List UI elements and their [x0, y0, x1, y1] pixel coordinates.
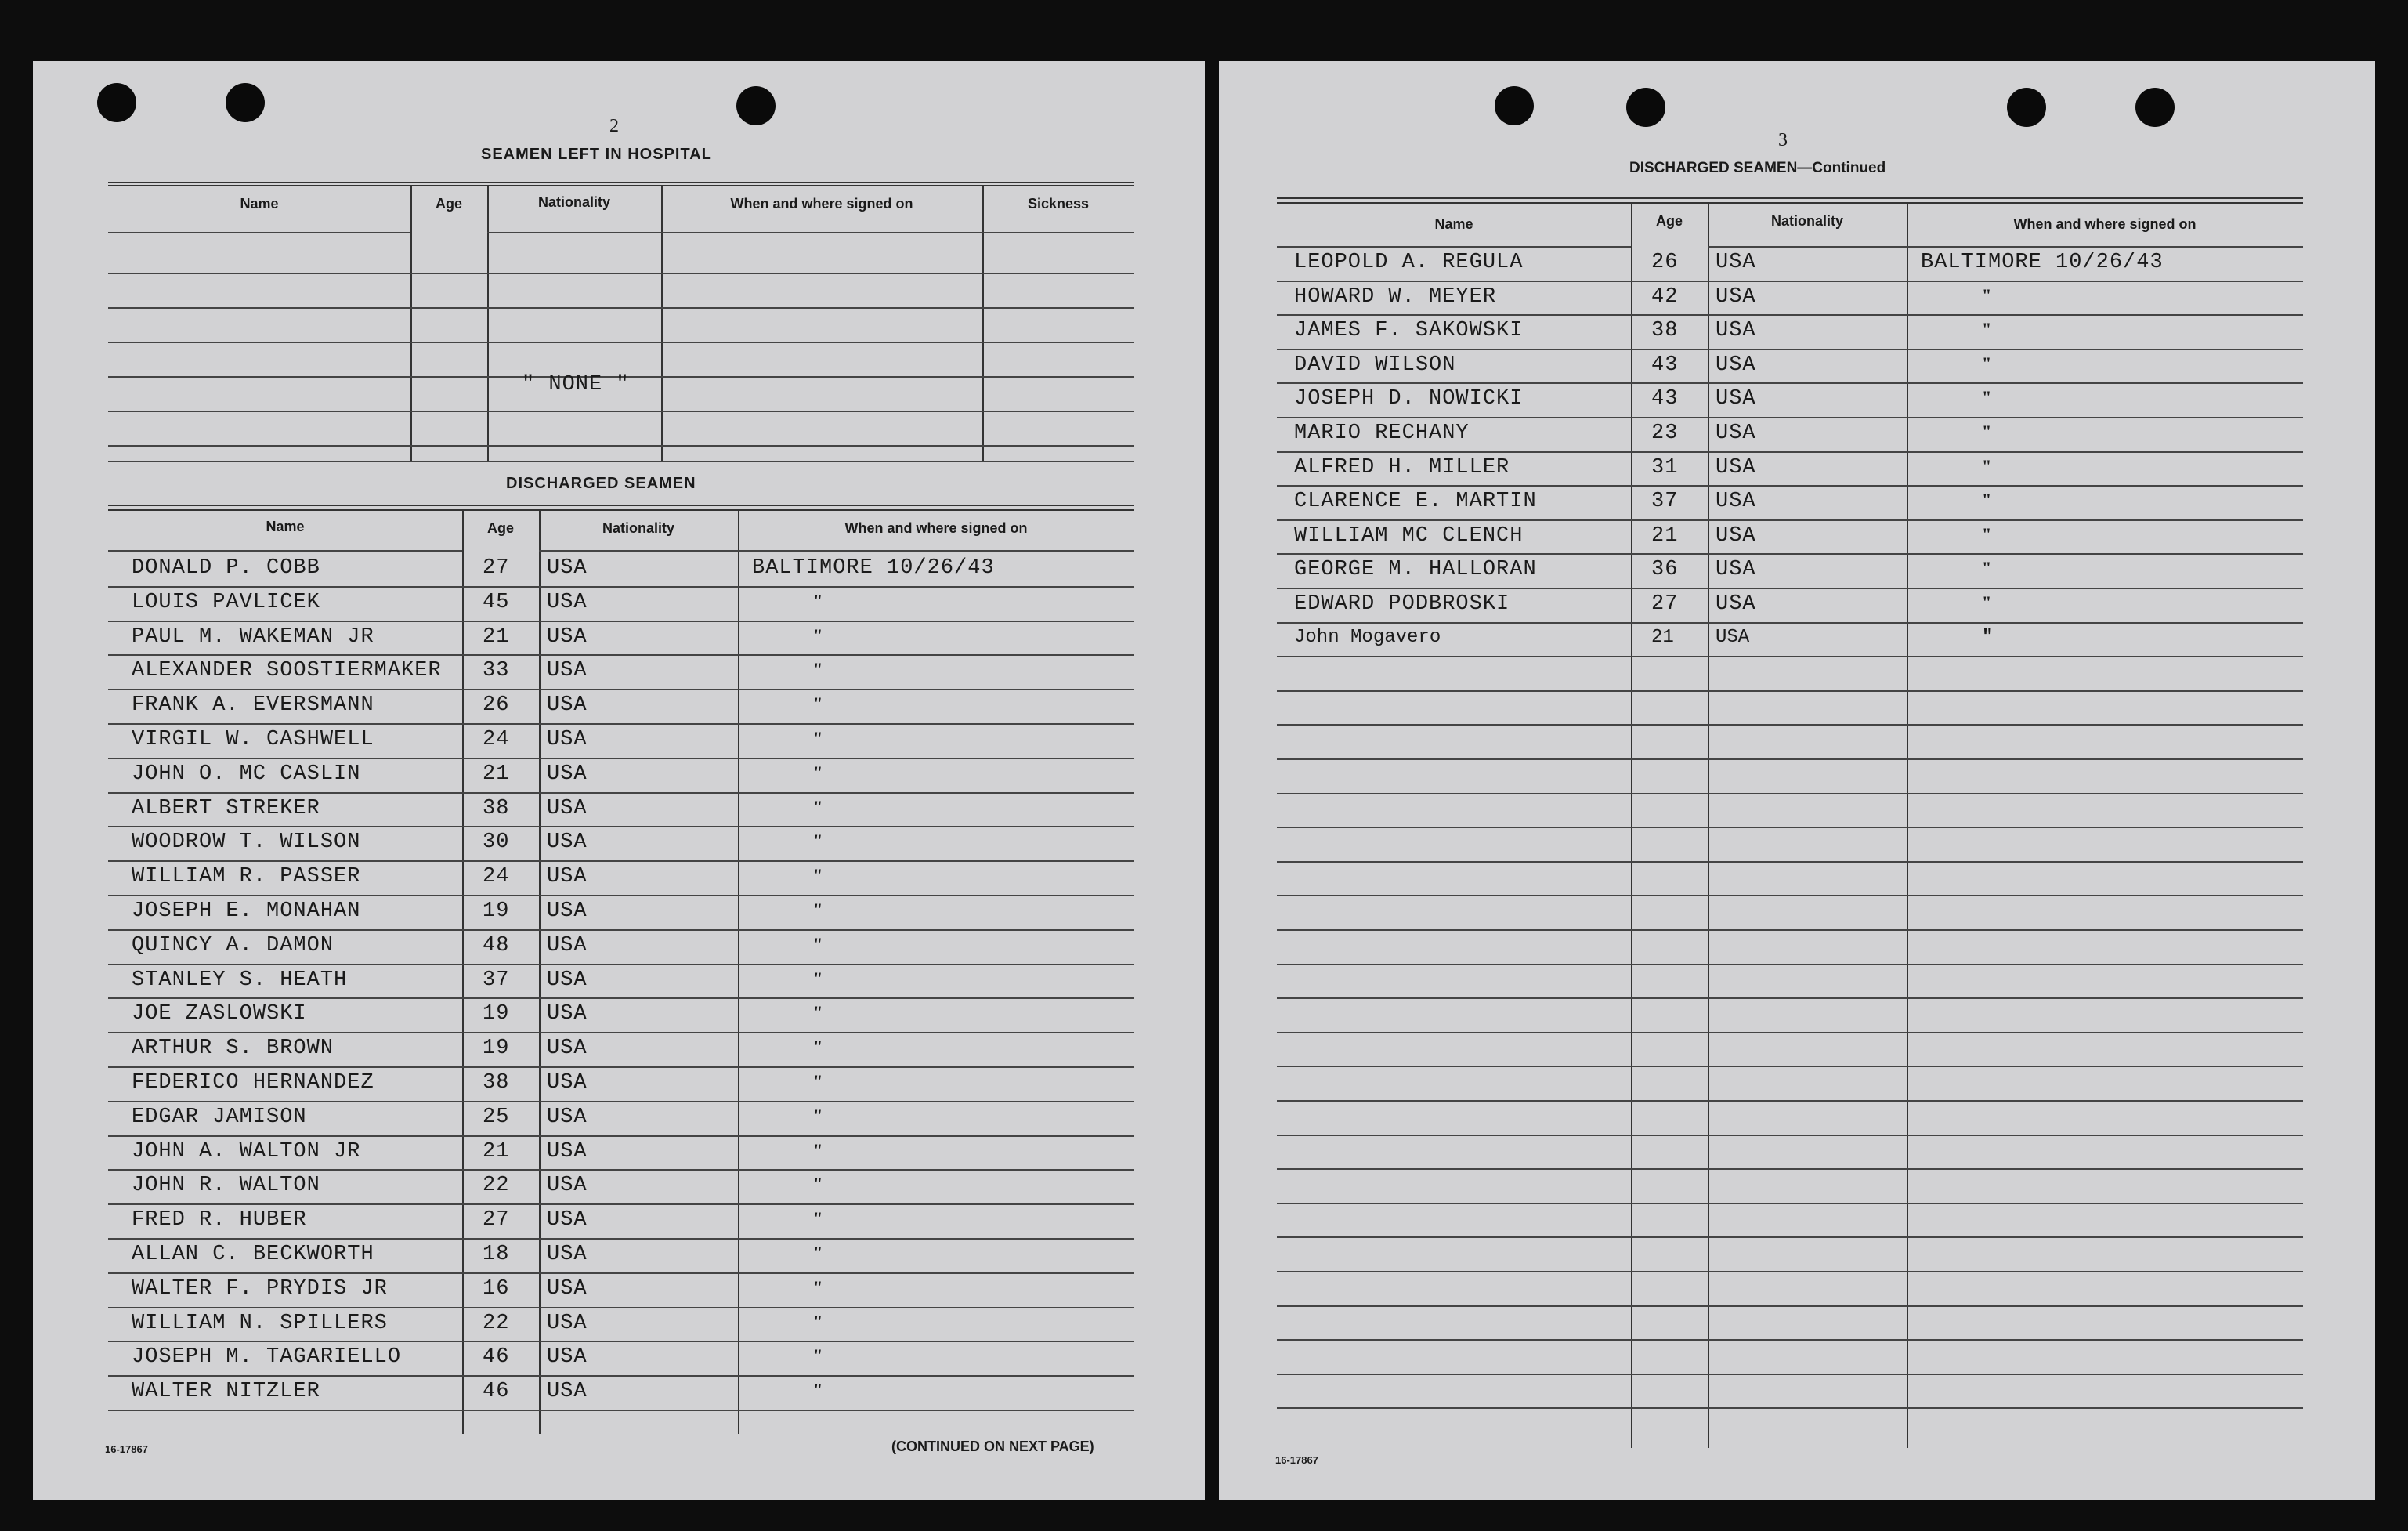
- seaman-name: GEORGE M. HALLORAN: [1294, 558, 1537, 582]
- seaman-age: 38: [483, 1071, 510, 1095]
- row-rule: [1277, 895, 2303, 896]
- seaman-name: WILLIAM MC CLENCH: [1294, 523, 1524, 548]
- seaman-nationality: USA: [1716, 558, 1756, 582]
- signed-on-value: ": [1982, 592, 1993, 612]
- punch-hole: [1495, 86, 1534, 125]
- form-number: 16-17867: [105, 1443, 148, 1455]
- signed-on-value: ": [813, 831, 824, 851]
- col-header-signed-on: When and where signed on: [730, 196, 913, 212]
- seaman-age: 30: [483, 831, 510, 855]
- row-rule: [108, 792, 1134, 794]
- seaman-age: 31: [1651, 455, 1679, 480]
- col-header-name: Name: [266, 519, 305, 534]
- col-header-signed-on: When and where signed on: [2013, 216, 2196, 232]
- punch-hole: [2007, 88, 2046, 127]
- row-rule: [108, 689, 1134, 690]
- discharged-title: DISCHARGED SEAMEN: [506, 475, 696, 492]
- page-number: 2: [609, 116, 619, 136]
- row-rule: [1277, 349, 2303, 350]
- seaman-nationality: USA: [547, 590, 588, 614]
- discharged-continued-title: DISCHARGED SEAMEN—Continued: [1629, 160, 1886, 176]
- seaman-name: DONALD P. COBB: [132, 556, 320, 580]
- signed-on-value: ": [1982, 319, 1993, 339]
- seaman-nationality: USA: [1716, 592, 1756, 616]
- signed-on-value: ": [813, 1243, 824, 1262]
- row-rule: [108, 1341, 1134, 1342]
- seaman-name: QUINCY A. DAMON: [132, 933, 334, 957]
- col-header-age: Age: [435, 196, 462, 212]
- seaman-name: JOSEPH D. NOWICKI: [1294, 387, 1524, 411]
- signed-on-value: ": [813, 1345, 824, 1366]
- seaman-nationality: USA: [547, 693, 588, 718]
- seaman-nationality: USA: [547, 1243, 588, 1266]
- seaman-name: WILLIAM R. PASSER: [132, 865, 361, 889]
- row-rule: [1277, 758, 2303, 760]
- signed-on-value: ": [813, 590, 824, 610]
- seaman-age: 24: [483, 728, 510, 751]
- signed-on-value: ": [1982, 422, 1993, 441]
- seaman-name: LOUIS PAVLICEK: [132, 590, 320, 614]
- row-rule: [1277, 1203, 2303, 1204]
- signed-on-value: ": [1982, 353, 1993, 373]
- continued-note: (CONTINUED ON NEXT PAGE): [891, 1439, 1094, 1454]
- row-rule: [108, 758, 1134, 759]
- seaman-name: JAMES F. SAKOWSKI: [1294, 319, 1524, 343]
- seaman-name: STANLEY S. HEATH: [132, 968, 348, 992]
- row-rule: [108, 1307, 1134, 1308]
- seaman-age: 46: [483, 1380, 510, 1404]
- row-rule: [1277, 417, 2303, 418]
- seaman-name: EDWARD PODBROSKI: [1294, 592, 1510, 616]
- left-page: [33, 61, 1205, 1500]
- row-rule: [1277, 519, 2303, 521]
- seaman-name: ALFRED H. MILLER: [1294, 455, 1510, 480]
- seaman-name: JOSEPH M. TAGARIELLO: [132, 1345, 402, 1370]
- col-header-name: Name: [240, 196, 279, 212]
- signed-on-value: BALTIMORE 10/26/43: [1921, 251, 2164, 274]
- row-rule: [108, 1238, 1134, 1240]
- seaman-age: 26: [1651, 251, 1679, 274]
- seaman-age: 46: [483, 1345, 510, 1370]
- punch-hole: [226, 83, 265, 122]
- seaman-name: ALLAN C. BECKWORTH: [132, 1243, 374, 1266]
- signed-on-value: BALTIMORE 10/26/43: [752, 556, 995, 580]
- signed-on-value: ": [813, 865, 824, 885]
- seaman-nationality: USA: [547, 728, 588, 751]
- seaman-name: ALEXANDER SOOSTIERMAKER: [132, 659, 442, 683]
- row-rule: [1277, 861, 2303, 863]
- seaman-name: John Mogavero: [1294, 626, 1441, 648]
- seaman-age: 38: [483, 796, 510, 820]
- page-number: 3: [1778, 130, 1788, 150]
- signed-on-value: ": [1982, 455, 1993, 476]
- seaman-age: 27: [483, 1208, 510, 1232]
- seaman-name: FEDERICO HERNANDEZ: [132, 1071, 374, 1095]
- row-rule: [1277, 281, 2303, 282]
- row-rule: [1277, 314, 2303, 316]
- row-rule: [1277, 1100, 2303, 1102]
- row-rule: [108, 860, 1134, 862]
- seaman-age: 37: [483, 968, 510, 992]
- row-rule: [1277, 1374, 2303, 1375]
- signed-on-value: ": [1982, 626, 1994, 648]
- signed-on-value: ": [813, 1139, 824, 1160]
- discharged-table: [108, 505, 1134, 1484]
- seaman-nationality: USA: [547, 1105, 588, 1129]
- signed-on-value: ": [813, 1174, 824, 1194]
- seaman-nationality: USA: [1716, 490, 1756, 514]
- row-rule: [108, 895, 1134, 896]
- seaman-nationality: USA: [1716, 251, 1756, 274]
- row-rule: [1277, 382, 2303, 384]
- seaman-age: 22: [483, 1174, 510, 1198]
- seaman-nationality: USA: [547, 831, 588, 855]
- seaman-nationality: USA: [547, 762, 588, 786]
- seaman-nationality: USA: [547, 1071, 588, 1095]
- row-rule: [108, 997, 1134, 999]
- row-rule: [108, 1203, 1134, 1205]
- seaman-nationality: USA: [547, 659, 588, 683]
- row-rule: [108, 586, 1134, 588]
- row-rule: [1277, 1168, 2303, 1170]
- seaman-name: CLARENCE E. MARTIN: [1294, 490, 1537, 514]
- seaman-nationality: USA: [1716, 455, 1756, 480]
- row-rule: [108, 1101, 1134, 1102]
- seaman-name: JOHN A. WALTON JR: [132, 1139, 361, 1164]
- seaman-age: 38: [1651, 319, 1679, 343]
- seaman-nationality: USA: [1716, 422, 1756, 445]
- hospital-title: SEAMEN LEFT IN HOSPITAL: [481, 146, 712, 163]
- seaman-age: 16: [483, 1276, 510, 1301]
- row-rule: [1277, 553, 2303, 555]
- row-rule: [1277, 997, 2303, 999]
- seaman-age: 24: [483, 865, 510, 889]
- col-header-name: Name: [1434, 216, 1473, 232]
- row-rule: [1277, 793, 2303, 794]
- row-rule: [1277, 1407, 2303, 1409]
- col-header-age: Age: [1655, 213, 1683, 229]
- row-rule: [1277, 1339, 2303, 1341]
- seaman-age: 18: [483, 1243, 510, 1266]
- seaman-name: JOHN O. MC CASLIN: [132, 762, 361, 786]
- seaman-age: 21: [483, 762, 510, 786]
- signed-on-value: ": [813, 933, 824, 954]
- hospital-table: [108, 182, 1134, 522]
- seaman-age: 37: [1651, 490, 1679, 514]
- signed-on-value: ": [813, 762, 824, 782]
- seaman-name: WOODROW T. WILSON: [132, 831, 361, 855]
- seaman-name: WALTER NITZLER: [132, 1380, 320, 1404]
- seaman-age: 36: [1651, 558, 1679, 582]
- signed-on-value: ": [1982, 523, 1993, 544]
- punch-hole: [2135, 88, 2175, 127]
- seaman-age: 43: [1651, 353, 1679, 377]
- seaman-name: HOWARD W. MEYER: [1294, 284, 1497, 309]
- signed-on-value: ": [813, 1380, 824, 1400]
- seaman-name: MARIO RECHANY: [1294, 422, 1470, 445]
- right-page: [1219, 61, 2375, 1500]
- seaman-name: FRANK A. EVERSMANN: [132, 693, 374, 718]
- form-number: 16-17867: [1275, 1454, 1318, 1466]
- row-rule: [1277, 1032, 2303, 1033]
- row-rule: [108, 1066, 1134, 1068]
- seaman-nationality: USA: [547, 1345, 588, 1370]
- seaman-name: LEOPOLD A. REGULA: [1294, 251, 1524, 274]
- col-header-signed-on: When and where signed on: [844, 520, 1028, 536]
- signed-on-value: ": [813, 1002, 824, 1022]
- seaman-age: 33: [483, 659, 510, 683]
- seaman-age: 42: [1651, 284, 1679, 309]
- col-header-nationality: Nationality: [1770, 213, 1843, 229]
- signed-on-value: ": [813, 693, 824, 714]
- seaman-nationality: USA: [1716, 387, 1756, 411]
- row-rule: [1277, 1271, 2303, 1272]
- seaman-age: 45: [483, 590, 510, 614]
- signed-on-value: ": [813, 1311, 824, 1331]
- signed-on-value: ": [813, 1037, 824, 1057]
- seaman-nationality: USA: [547, 1380, 588, 1404]
- row-rule: [108, 654, 1134, 656]
- seaman-nationality: USA: [1716, 626, 1750, 648]
- seaman-name: JOHN R. WALTON: [132, 1174, 320, 1198]
- signed-on-value: ": [813, 1105, 824, 1125]
- seaman-age: 43: [1651, 387, 1679, 411]
- seaman-nationality: USA: [547, 624, 588, 649]
- punch-hole: [1626, 88, 1665, 127]
- seaman-nationality: USA: [547, 1037, 588, 1061]
- punch-hole: [97, 83, 136, 122]
- signed-on-value: ": [813, 624, 824, 645]
- row-rule: [1277, 1066, 2303, 1067]
- row-rule: [1277, 485, 2303, 487]
- row-rule: [108, 1135, 1134, 1137]
- row-rule: [1277, 1236, 2303, 1238]
- row-rule: [108, 1272, 1134, 1274]
- signed-on-value: ": [813, 968, 824, 988]
- signed-on-value: ": [813, 728, 824, 747]
- seaman-nationality: USA: [1716, 284, 1756, 309]
- seaman-age: 26: [483, 693, 510, 718]
- seaman-name: VIRGIL W. CASHWELL: [132, 728, 374, 751]
- seaman-nationality: USA: [547, 865, 588, 889]
- discharged-continued-table: [1277, 197, 2303, 1451]
- row-rule: [108, 964, 1134, 965]
- row-rule: [108, 723, 1134, 725]
- row-rule: [1277, 929, 2303, 931]
- seaman-age: 22: [483, 1311, 510, 1335]
- row-rule: [1277, 656, 2303, 657]
- seaman-age: 21: [1651, 523, 1679, 548]
- seaman-nationality: USA: [547, 796, 588, 820]
- signed-on-value: ": [1982, 284, 1993, 305]
- col-header-nationality: Nationality: [537, 194, 610, 210]
- seaman-nationality: USA: [547, 1002, 588, 1026]
- signed-on-value: ": [813, 1071, 824, 1091]
- row-rule: [1277, 964, 2303, 965]
- row-rule: [1277, 588, 2303, 589]
- seaman-age: 25: [483, 1105, 510, 1129]
- row-rule: [1277, 451, 2303, 453]
- hospital-none-note: " NONE ": [522, 373, 630, 396]
- col-header-sickness: Sickness: [1027, 196, 1090, 212]
- seaman-nationality: USA: [547, 1139, 588, 1164]
- seaman-age: 21: [483, 624, 510, 649]
- col-header-nationality: Nationality: [602, 520, 674, 536]
- signed-on-value: ": [813, 1276, 824, 1297]
- row-rule: [108, 1375, 1134, 1377]
- seaman-nationality: USA: [1716, 523, 1756, 548]
- signed-on-value: ": [813, 796, 824, 816]
- seaman-name: WALTER F. PRYDIS JR: [132, 1276, 388, 1301]
- seaman-nationality: USA: [547, 933, 588, 957]
- seaman-age: 19: [483, 1002, 510, 1026]
- signed-on-value: ": [813, 1208, 824, 1229]
- seaman-nationality: USA: [1716, 353, 1756, 377]
- seaman-nationality: USA: [547, 899, 588, 923]
- row-rule: [108, 1032, 1134, 1033]
- row-rule: [1277, 724, 2303, 726]
- seaman-age: 19: [483, 1037, 510, 1061]
- row-rule: [108, 621, 1134, 622]
- seaman-name: WILLIAM N. SPILLERS: [132, 1311, 388, 1335]
- seaman-nationality: USA: [547, 968, 588, 992]
- seaman-nationality: USA: [547, 1208, 588, 1232]
- signed-on-value: ": [1982, 387, 1993, 407]
- seaman-name: ALBERT STREKER: [132, 796, 320, 820]
- signed-on-value: ": [1982, 490, 1993, 510]
- signed-on-value: ": [813, 659, 824, 679]
- row-rule: [1277, 827, 2303, 828]
- col-header-age: Age: [486, 520, 514, 536]
- seaman-name: JOSEPH E. MONAHAN: [132, 899, 361, 923]
- row-rule: [108, 1169, 1134, 1171]
- row-rule: [1277, 622, 2303, 624]
- seaman-age: 27: [1651, 592, 1679, 616]
- seaman-name: JOE ZASLOWSKI: [132, 1002, 307, 1026]
- seaman-nationality: USA: [547, 556, 588, 580]
- seaman-nationality: USA: [547, 1276, 588, 1301]
- row-rule: [1277, 1135, 2303, 1136]
- seaman-nationality: USA: [1716, 319, 1756, 343]
- seaman-age: 23: [1651, 422, 1679, 445]
- seaman-age: 21: [1651, 626, 1674, 648]
- seaman-age: 27: [483, 556, 510, 580]
- row-rule: [1277, 1305, 2303, 1307]
- row-rule: [1277, 690, 2303, 692]
- seaman-name: DAVID WILSON: [1294, 353, 1456, 377]
- seaman-nationality: USA: [547, 1311, 588, 1335]
- seaman-name: FRED R. HUBER: [132, 1208, 307, 1232]
- seaman-name: EDGAR JAMISON: [132, 1105, 307, 1129]
- seaman-age: 19: [483, 899, 510, 923]
- row-rule: [108, 929, 1134, 931]
- seaman-age: 48: [483, 933, 510, 957]
- seaman-age: 21: [483, 1139, 510, 1164]
- punch-hole: [736, 86, 776, 125]
- row-rule: [108, 826, 1134, 827]
- row-rule: [108, 1410, 1134, 1411]
- seaman-nationality: USA: [547, 1174, 588, 1198]
- seaman-name: ARTHUR S. BROWN: [132, 1037, 334, 1061]
- seaman-name: PAUL M. WAKEMAN JR: [132, 624, 374, 649]
- signed-on-value: ": [813, 899, 824, 919]
- signed-on-value: ": [1982, 558, 1993, 578]
